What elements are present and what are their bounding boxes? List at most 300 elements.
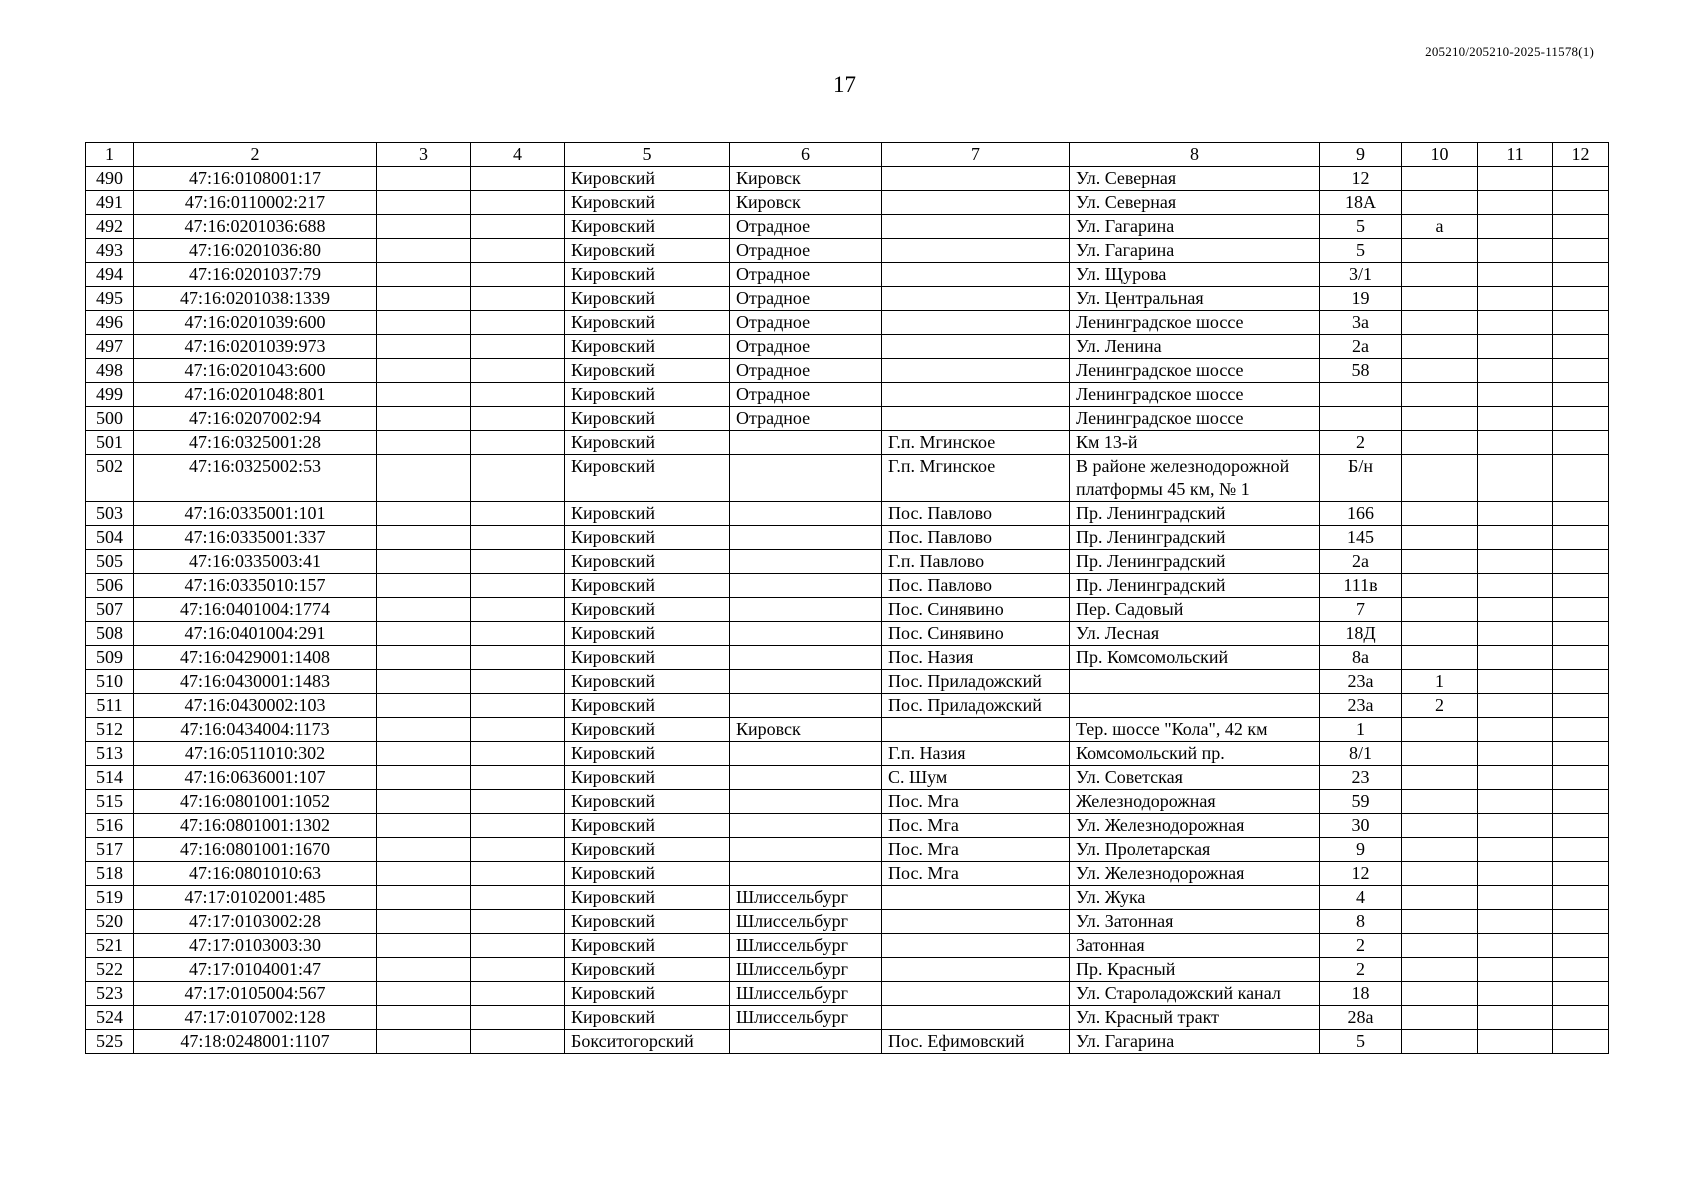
column-12-cell: [1553, 910, 1609, 934]
cadastral-number-cell: 47:16:0201048:801: [134, 383, 377, 407]
street-cell: Железнодорожная: [1070, 790, 1320, 814]
column-4-cell: [471, 670, 565, 694]
city-cell: [730, 862, 882, 886]
column-10-cell: [1402, 934, 1478, 958]
column-12-cell: [1553, 455, 1609, 502]
row-number-cell: 498: [86, 359, 134, 383]
district-cell: Кировский: [565, 239, 730, 263]
district-cell: Кировский: [565, 502, 730, 526]
cadastral-number-cell: 47:16:0201038:1339: [134, 287, 377, 311]
city-cell: Отрадное: [730, 287, 882, 311]
house-number-cell: 59: [1320, 790, 1402, 814]
table-row: [86, 958, 1609, 982]
column-3-cell: [377, 167, 471, 191]
street-cell: Ул. Гагарина: [1070, 1030, 1320, 1054]
column-12-cell: [1553, 215, 1609, 239]
column-4-cell: [471, 215, 565, 239]
row-number-cell: 502: [86, 455, 134, 502]
street-cell: Ул. Гагарина: [1070, 215, 1320, 239]
row-number-cell: 506: [86, 574, 134, 598]
column-12-cell: [1553, 790, 1609, 814]
street-cell: Пр. Ленинградский: [1070, 526, 1320, 550]
column-header: 4: [471, 143, 565, 167]
column-10-cell: [1402, 191, 1478, 215]
column-4-cell: [471, 239, 565, 263]
table-row: [86, 814, 1609, 838]
row-number-cell: 513: [86, 742, 134, 766]
row-number-cell: 524: [86, 1006, 134, 1030]
district-cell: Кировский: [565, 431, 730, 455]
street-cell: [1070, 670, 1320, 694]
table-row: [86, 766, 1609, 790]
row-number-cell: 495: [86, 287, 134, 311]
row-number-cell: 499: [86, 383, 134, 407]
column-4-cell: [471, 910, 565, 934]
district-cell: Кировский: [565, 934, 730, 958]
row-number-cell: 501: [86, 431, 134, 455]
district-cell: Кировский: [565, 862, 730, 886]
table-row: [86, 598, 1609, 622]
column-10-cell: [1402, 790, 1478, 814]
column-10-cell: [1402, 550, 1478, 574]
column-11-cell: [1478, 407, 1553, 431]
table-row: [86, 359, 1609, 383]
column-11-cell: [1478, 455, 1553, 502]
column-12-cell: [1553, 742, 1609, 766]
column-10-cell: [1402, 838, 1478, 862]
column-12-cell: [1553, 167, 1609, 191]
column-10-cell: [1402, 622, 1478, 646]
table-row: [86, 526, 1609, 550]
city-cell: [730, 550, 882, 574]
cadastral-number-cell: 47:16:0201039:600: [134, 311, 377, 335]
column-12-cell: [1553, 407, 1609, 431]
settlement-cell: [882, 407, 1070, 431]
city-cell: Отрадное: [730, 359, 882, 383]
column-3-cell: [377, 1030, 471, 1054]
column-11-cell: [1478, 982, 1553, 1006]
street-cell: Пр. Ленинградский: [1070, 574, 1320, 598]
column-12-cell: [1553, 263, 1609, 287]
settlement-cell: Пос. Мга: [882, 838, 1070, 862]
house-number-cell: 1: [1320, 718, 1402, 742]
city-cell: Шлиссельбург: [730, 934, 882, 958]
district-cell: Кировский: [565, 550, 730, 574]
settlement-cell: Пос. Павлово: [882, 502, 1070, 526]
column-12-cell: [1553, 502, 1609, 526]
column-header: 6: [730, 143, 882, 167]
district-cell: Кировский: [565, 407, 730, 431]
house-number-cell: 9: [1320, 838, 1402, 862]
column-10-cell: [1402, 742, 1478, 766]
table-row: [86, 383, 1609, 407]
column-3-cell: [377, 335, 471, 359]
house-number-cell: 3/1: [1320, 263, 1402, 287]
column-10-cell: а: [1402, 215, 1478, 239]
column-12-cell: [1553, 958, 1609, 982]
house-number-cell: 111в: [1320, 574, 1402, 598]
column-10-cell: [1402, 359, 1478, 383]
table-row: [86, 646, 1609, 670]
table-row: [86, 742, 1609, 766]
column-11-cell: [1478, 814, 1553, 838]
row-number-cell: 523: [86, 982, 134, 1006]
district-cell: Кировский: [565, 598, 730, 622]
column-4-cell: [471, 766, 565, 790]
cadastral-number-cell: 47:16:0201036:80: [134, 239, 377, 263]
settlement-cell: Пос. Павлово: [882, 574, 1070, 598]
cadastral-number-cell: 47:16:0201039:973: [134, 335, 377, 359]
row-number-cell: 514: [86, 766, 134, 790]
column-3-cell: [377, 958, 471, 982]
column-4-cell: [471, 982, 565, 1006]
column-3-cell: [377, 718, 471, 742]
settlement-cell: [882, 1006, 1070, 1030]
district-cell: Кировский: [565, 838, 730, 862]
street-cell: Ленинградское шоссе: [1070, 359, 1320, 383]
table-row: [86, 1006, 1609, 1030]
street-cell: Ул. Железнодорожная: [1070, 814, 1320, 838]
table-row: [86, 287, 1609, 311]
settlement-cell: [882, 263, 1070, 287]
column-4-cell: [471, 790, 565, 814]
district-cell: Кировский: [565, 383, 730, 407]
table-row: [86, 934, 1609, 958]
row-number-cell: 522: [86, 958, 134, 982]
settlement-cell: С. Шум: [882, 766, 1070, 790]
table-row: [86, 431, 1609, 455]
row-number-cell: 492: [86, 215, 134, 239]
column-4-cell: [471, 646, 565, 670]
city-cell: Отрадное: [730, 311, 882, 335]
district-cell: Кировский: [565, 574, 730, 598]
street-cell: Ленинградское шоссе: [1070, 407, 1320, 431]
column-3-cell: [377, 694, 471, 718]
column-11-cell: [1478, 622, 1553, 646]
cadastral-number-cell: 47:17:0104001:47: [134, 958, 377, 982]
column-10-cell: [1402, 574, 1478, 598]
column-11-cell: [1478, 239, 1553, 263]
column-10-cell: [1402, 502, 1478, 526]
column-10-cell: [1402, 407, 1478, 431]
settlement-cell: [882, 383, 1070, 407]
house-number-cell: 8а: [1320, 646, 1402, 670]
column-4-cell: [471, 598, 565, 622]
settlement-cell: Пос. Мга: [882, 814, 1070, 838]
column-12-cell: [1553, 383, 1609, 407]
column-12-cell: [1553, 335, 1609, 359]
house-number-cell: 23а: [1320, 670, 1402, 694]
district-cell: Кировский: [565, 622, 730, 646]
row-number-cell: 507: [86, 598, 134, 622]
street-cell: Пер. Садовый: [1070, 598, 1320, 622]
district-cell: Кировский: [565, 311, 730, 335]
row-number-cell: 512: [86, 718, 134, 742]
column-header: 9: [1320, 143, 1402, 167]
district-cell: Кировский: [565, 742, 730, 766]
column-header: 12: [1553, 143, 1609, 167]
settlement-cell: Пос. Приладожский: [882, 670, 1070, 694]
house-number-cell: 5: [1320, 215, 1402, 239]
column-4-cell: [471, 383, 565, 407]
row-number-cell: 521: [86, 934, 134, 958]
settlement-cell: Пос. Мга: [882, 862, 1070, 886]
city-cell: [730, 766, 882, 790]
column-3-cell: [377, 670, 471, 694]
column-3-cell: [377, 502, 471, 526]
table-row: [86, 263, 1609, 287]
column-11-cell: [1478, 263, 1553, 287]
city-cell: [730, 790, 882, 814]
column-4-cell: [471, 958, 565, 982]
column-4-cell: [471, 311, 565, 335]
column-10-cell: [1402, 287, 1478, 311]
table-row: [86, 335, 1609, 359]
row-number-cell: 518: [86, 862, 134, 886]
column-12-cell: [1553, 622, 1609, 646]
city-cell: Отрадное: [730, 383, 882, 407]
street-cell: Км 13-й: [1070, 431, 1320, 455]
column-10-cell: [1402, 239, 1478, 263]
column-11-cell: [1478, 335, 1553, 359]
column-3-cell: [377, 982, 471, 1006]
settlement-cell: [882, 958, 1070, 982]
table-row: [86, 407, 1609, 431]
cadastral-number-cell: 47:17:0105004:567: [134, 982, 377, 1006]
city-cell: Шлиссельбург: [730, 910, 882, 934]
column-4-cell: [471, 335, 565, 359]
column-11-cell: [1478, 766, 1553, 790]
street-cell: Ул. Пролетарская: [1070, 838, 1320, 862]
column-12-cell: [1553, 239, 1609, 263]
table-row: [86, 886, 1609, 910]
column-12-cell: [1553, 886, 1609, 910]
district-cell: Кировский: [565, 910, 730, 934]
settlement-cell: [882, 982, 1070, 1006]
column-12-cell: [1553, 287, 1609, 311]
column-11-cell: [1478, 598, 1553, 622]
column-12-cell: [1553, 646, 1609, 670]
cadastral-number-cell: 47:17:0102001:485: [134, 886, 377, 910]
street-cell: Ул. Красный тракт: [1070, 1006, 1320, 1030]
house-number-cell: 30: [1320, 814, 1402, 838]
house-number-cell: 4: [1320, 886, 1402, 910]
street-cell: Тер. шоссе "Кола", 42 км: [1070, 718, 1320, 742]
column-11-cell: [1478, 550, 1553, 574]
house-number-cell: 3а: [1320, 311, 1402, 335]
column-3-cell: [377, 383, 471, 407]
column-12-cell: [1553, 526, 1609, 550]
column-11-cell: [1478, 838, 1553, 862]
column-10-cell: [1402, 598, 1478, 622]
column-11-cell: [1478, 502, 1553, 526]
city-cell: Кировск: [730, 718, 882, 742]
column-4-cell: [471, 574, 565, 598]
column-header: 1: [86, 143, 134, 167]
column-12-cell: [1553, 838, 1609, 862]
district-cell: Кировский: [565, 646, 730, 670]
column-11-cell: [1478, 215, 1553, 239]
column-12-cell: [1553, 934, 1609, 958]
column-10-cell: [1402, 646, 1478, 670]
cadastral-number-cell: 47:16:0325001:28: [134, 431, 377, 455]
column-4-cell: [471, 287, 565, 311]
column-4-cell: [471, 263, 565, 287]
district-cell: Кировский: [565, 670, 730, 694]
column-4-cell: [471, 359, 565, 383]
city-cell: [730, 598, 882, 622]
city-cell: [730, 622, 882, 646]
cadastral-number-cell: 47:16:0429001:1408: [134, 646, 377, 670]
column-10-cell: [1402, 455, 1478, 502]
cadastral-number-cell: 47:17:0103003:30: [134, 934, 377, 958]
document-id: 205210/205210-2025-11578(1): [1425, 44, 1594, 59]
table-row: [86, 455, 1609, 502]
column-12-cell: [1553, 670, 1609, 694]
cadastral-number-cell: 47:16:0430001:1483: [134, 670, 377, 694]
cadastral-number-cell: 47:16:0201036:688: [134, 215, 377, 239]
table-row: [86, 191, 1609, 215]
column-header: 10: [1402, 143, 1478, 167]
street-cell: Ул. Северная: [1070, 167, 1320, 191]
city-cell: Отрадное: [730, 215, 882, 239]
cadastral-number-cell: 47:16:0207002:94: [134, 407, 377, 431]
table-row: [86, 239, 1609, 263]
column-3-cell: [377, 407, 471, 431]
district-cell: Кировский: [565, 167, 730, 191]
district-cell: Кировский: [565, 215, 730, 239]
column-3-cell: [377, 455, 471, 502]
house-number-cell: 2а: [1320, 335, 1402, 359]
column-12-cell: [1553, 574, 1609, 598]
column-4-cell: [471, 502, 565, 526]
district-cell: Кировский: [565, 886, 730, 910]
column-header: 3: [377, 143, 471, 167]
column-12-cell: [1553, 311, 1609, 335]
table-row: [86, 862, 1609, 886]
cadastral-number-cell: 47:16:0335010:157: [134, 574, 377, 598]
row-number-cell: 525: [86, 1030, 134, 1054]
table-row: [86, 1030, 1609, 1054]
column-11-cell: [1478, 359, 1553, 383]
city-cell: [730, 455, 882, 502]
column-10-cell: [1402, 766, 1478, 790]
settlement-cell: [882, 191, 1070, 215]
row-number-cell: 508: [86, 622, 134, 646]
street-cell: Ул. Затонная: [1070, 910, 1320, 934]
column-12-cell: [1553, 718, 1609, 742]
column-3-cell: [377, 359, 471, 383]
column-11-cell: [1478, 862, 1553, 886]
column-4-cell: [471, 742, 565, 766]
page-number: 17: [833, 72, 856, 97]
column-10-cell: [1402, 311, 1478, 335]
cadastral-number-cell: 47:16:0801001:1302: [134, 814, 377, 838]
street-cell: Ленинградское шоссе: [1070, 311, 1320, 335]
city-cell: Шлиссельбург: [730, 958, 882, 982]
house-number-cell: 12: [1320, 167, 1402, 191]
row-number-cell: 497: [86, 335, 134, 359]
house-number-cell: 2а: [1320, 550, 1402, 574]
street-cell: В районе железнодорожной платформы 45 км, № 1: [1070, 455, 1320, 502]
column-3-cell: [377, 263, 471, 287]
cadastral-number-cell: 47:16:0108001:17: [134, 167, 377, 191]
column-12-cell: [1553, 1030, 1609, 1054]
house-number-cell: 23а: [1320, 694, 1402, 718]
settlement-cell: [882, 934, 1070, 958]
column-3-cell: [377, 215, 471, 239]
column-10-cell: [1402, 383, 1478, 407]
column-3-cell: [377, 431, 471, 455]
row-number-cell: 504: [86, 526, 134, 550]
cadastral-number-cell: 47:16:0201043:600: [134, 359, 377, 383]
city-cell: Кировск: [730, 191, 882, 215]
column-11-cell: [1478, 167, 1553, 191]
column-4-cell: [471, 838, 565, 862]
column-11-cell: [1478, 383, 1553, 407]
settlement-cell: [882, 167, 1070, 191]
district-cell: Кировский: [565, 287, 730, 311]
row-number-cell: 505: [86, 550, 134, 574]
column-header: 11: [1478, 143, 1553, 167]
column-header: 7: [882, 143, 1070, 167]
table-row: [86, 982, 1609, 1006]
row-number-cell: 510: [86, 670, 134, 694]
column-header: 2: [134, 143, 377, 167]
table-row: [86, 718, 1609, 742]
settlement-cell: Г.п. Павлово: [882, 550, 1070, 574]
column-4-cell: [471, 814, 565, 838]
cadastral-number-cell: 47:16:0636001:107: [134, 766, 377, 790]
street-cell: [1070, 694, 1320, 718]
settlement-cell: Пос. Синявино: [882, 598, 1070, 622]
column-3-cell: [377, 287, 471, 311]
settlement-cell: Пос. Приладожский: [882, 694, 1070, 718]
column-3-cell: [377, 574, 471, 598]
column-11-cell: [1478, 646, 1553, 670]
district-cell: Бокситогорский: [565, 1030, 730, 1054]
cadastral-number-cell: 47:17:0103002:28: [134, 910, 377, 934]
table-row: [86, 311, 1609, 335]
table-row: [86, 694, 1609, 718]
column-10-cell: [1402, 862, 1478, 886]
column-3-cell: [377, 311, 471, 335]
city-cell: [730, 502, 882, 526]
column-11-cell: [1478, 431, 1553, 455]
table-row: [86, 550, 1609, 574]
city-cell: [730, 646, 882, 670]
house-number-cell: 2: [1320, 431, 1402, 455]
column-4-cell: [471, 526, 565, 550]
street-cell: Затонная: [1070, 934, 1320, 958]
table-row: [86, 574, 1609, 598]
row-number-cell: 496: [86, 311, 134, 335]
column-4-cell: [471, 886, 565, 910]
street-cell: Пр. Комсомольский: [1070, 646, 1320, 670]
cadastral-number-cell: 47:18:0248001:1107: [134, 1030, 377, 1054]
settlement-cell: Г.п. Мгинское: [882, 431, 1070, 455]
house-number-cell: 5: [1320, 239, 1402, 263]
cadastral-number-cell: 47:16:0335001:101: [134, 502, 377, 526]
settlement-cell: [882, 910, 1070, 934]
column-11-cell: [1478, 934, 1553, 958]
district-cell: Кировский: [565, 694, 730, 718]
column-3-cell: [377, 598, 471, 622]
column-4-cell: [471, 455, 565, 502]
house-number-cell: 12: [1320, 862, 1402, 886]
city-cell: Шлиссельбург: [730, 886, 882, 910]
house-number-cell: 18Д: [1320, 622, 1402, 646]
